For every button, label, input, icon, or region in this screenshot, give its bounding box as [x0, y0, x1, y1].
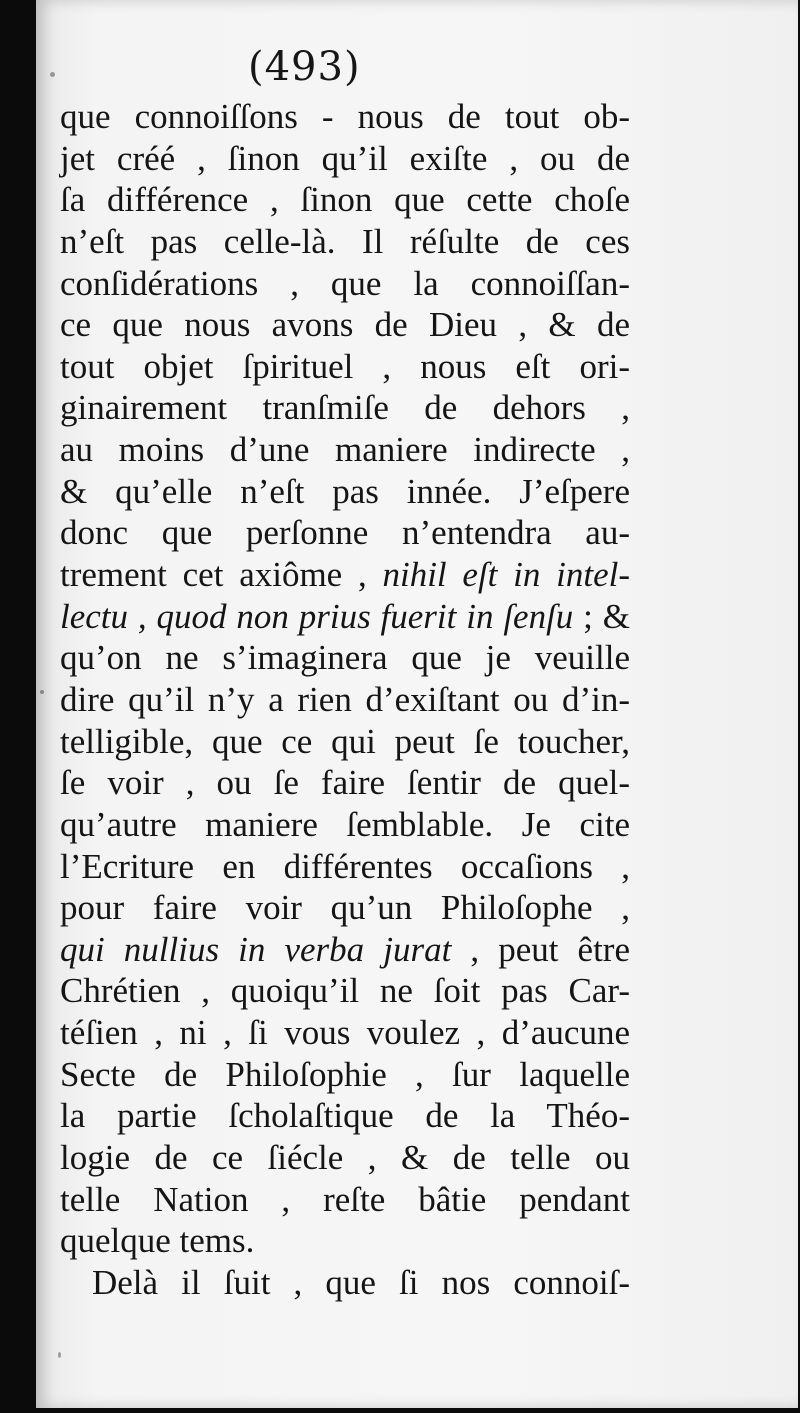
- text-line: ce que nous avons de Dieu , & de: [60, 305, 630, 345]
- paper-speck: [50, 72, 55, 77]
- text-line: ſe voir , ou ſe faire ſentir de quel-: [60, 763, 630, 803]
- text-line: telligible, que ce qui peut ſe toucher,: [60, 721, 630, 761]
- text-line: ginairement tranſmiſe de dehors ,: [60, 388, 630, 428]
- text-roman: trement cet axiôme ,: [60, 555, 383, 595]
- text-line: [60, 929, 630, 971]
- text-line: l’Ecriture en différentes occaſions ,: [60, 846, 630, 886]
- paper-speck: [58, 1352, 61, 1358]
- text-roman: , peut être: [451, 929, 630, 969]
- text-line: telle Nation , reſte bâtie pendant: [60, 1179, 630, 1219]
- paper-speck: [40, 690, 44, 694]
- text-line: la partie ſcholaſtique de la Théo-: [60, 1096, 630, 1136]
- text-roman: ; &: [573, 596, 630, 636]
- text-line: au moins d’une maniere indirecte ,: [60, 430, 630, 470]
- text-line: ſa différence , ſinon que cette choſe: [60, 180, 630, 220]
- text-line: téſien , ni , ſi vous voulez , d’aucune: [60, 1013, 630, 1053]
- text-line: qu’autre maniere ſemblable. Je cite: [60, 804, 630, 844]
- text-line: [60, 596, 630, 638]
- text-line: tout objet ſpirituel , nous eſt ori-: [60, 346, 630, 386]
- text-line: logie de ce ſiécle , & de telle ou: [60, 1138, 630, 1178]
- text-line: jet créé , ſinon qu’il exiſte , ou de: [60, 138, 630, 178]
- text-line: & qu’elle n’eſt pas innée. J’eſpere: [60, 471, 630, 511]
- text-line: [60, 554, 630, 596]
- text-line: qu’on ne s’imaginera que je veuille: [60, 638, 630, 678]
- text-line: Chrétien , quoiqu’il ne ſoit pas Car-: [60, 971, 630, 1011]
- body-text: [60, 96, 630, 1304]
- book-page: [36, 0, 798, 1408]
- text-line: n’eſt pas celle-là. Il réſulte de ces: [60, 221, 630, 261]
- paragraph-start-line: Delà il ſuit , que ſi nos connoiſ-: [92, 1262, 630, 1302]
- page-number: (493): [248, 44, 361, 90]
- latin-quote: lectu , quod non prius fuerit in ſenſu: [60, 596, 574, 636]
- latin-quote: qui nullius in verba jurat: [60, 929, 452, 969]
- latin-quote: nihil eſt in intel-: [382, 555, 630, 595]
- text-line: pour faire voir qu’un Philoſophe ,: [60, 888, 630, 928]
- text-line: que connoiſſons - nous de tout ob-: [60, 97, 630, 136]
- text-line: dire qu’il n’y a rien d’exiſtant ou d’in-: [60, 679, 630, 719]
- text-line: quelque tems.: [60, 1221, 255, 1261]
- text-line: donc que perſonne n’entendra au-: [60, 513, 630, 553]
- text-line: Secte de Philoſophie , ſur laquelle: [60, 1054, 630, 1094]
- text-line: conſidérations , que la connoiſſan-: [60, 263, 630, 303]
